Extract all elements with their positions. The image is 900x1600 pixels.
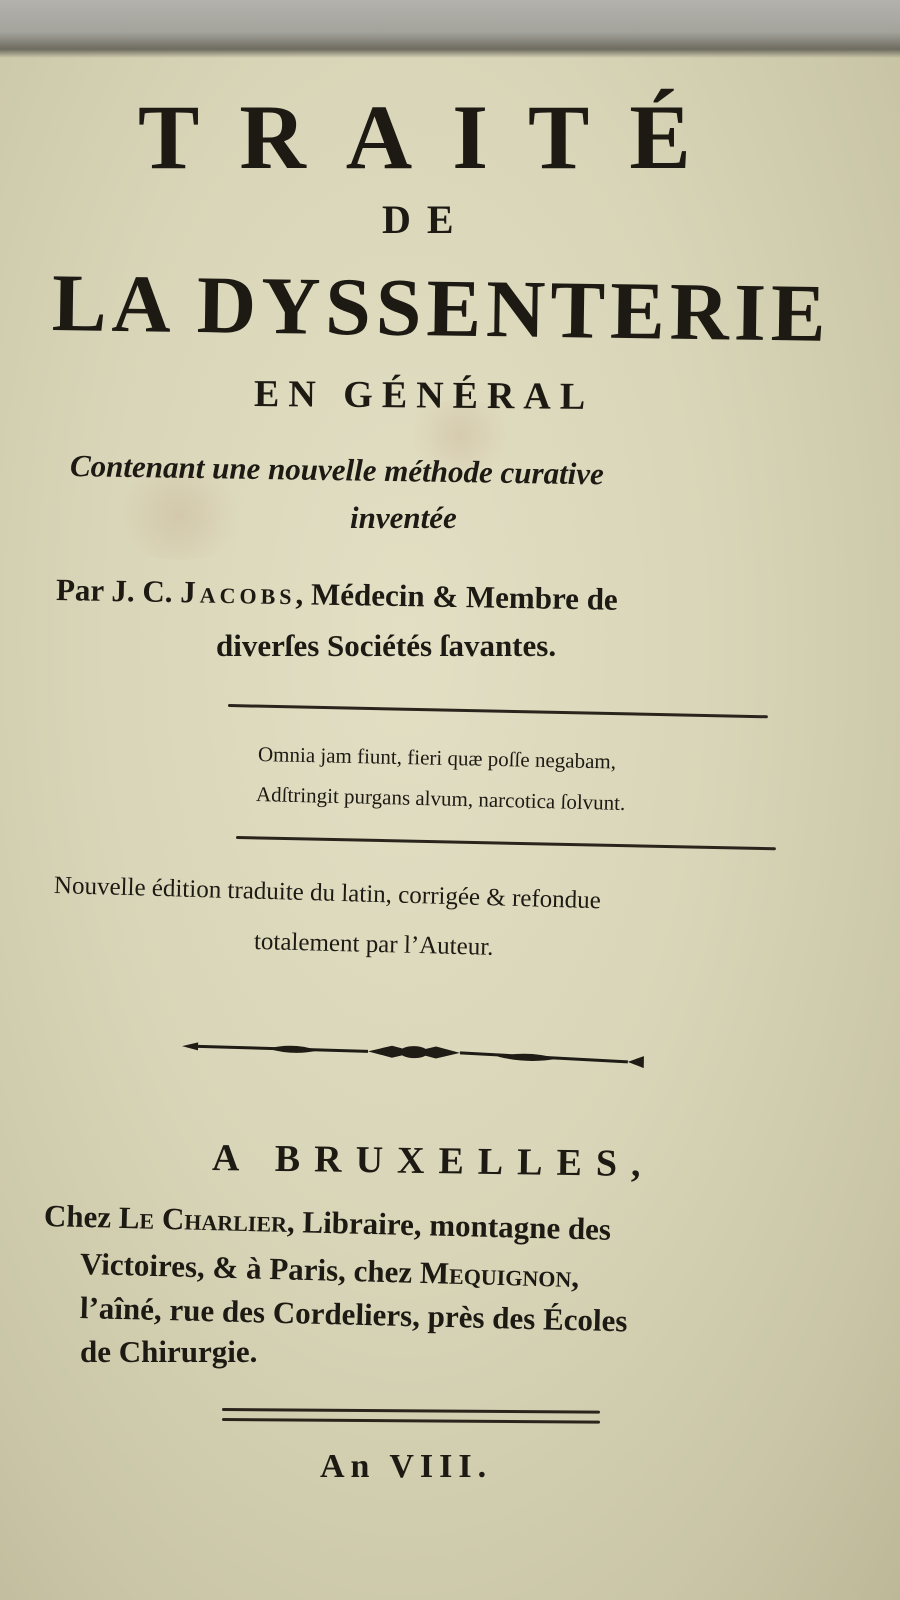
- imprint-city: A BRUXELLES,: [211, 1137, 655, 1186]
- title-traite: TRAITÉ: [138, 86, 731, 188]
- author-name: Jacobs: [179, 574, 296, 612]
- imprint-line-1-rest: , Libraire, montagne des: [286, 1203, 612, 1247]
- imprint-line-4: de Chirurgie.: [80, 1334, 258, 1369]
- imprint-date: An VIII.: [320, 1448, 493, 1485]
- double-rule-bottom: [222, 1418, 600, 1424]
- title-dyssenterie: LA DYSSENTERIE: [51, 257, 832, 359]
- subtitle-line-1: Contenant une nouvelle méthode curative: [69, 448, 605, 492]
- subtitle-line-2: inventée: [350, 500, 457, 535]
- title-en-general: EN GÉNÉRAL: [253, 373, 595, 418]
- imprint-line-2-start: Victoires, & à Paris, chez: [79, 1246, 413, 1290]
- imprint-line-1: [44, 1198, 612, 1248]
- double-rule-top: [222, 1408, 600, 1414]
- page-top-shadow: [0, 0, 900, 58]
- rule-bottom: [236, 836, 776, 850]
- imprint-line-2: [80, 1246, 580, 1295]
- imprint-line-2-end: ,: [570, 1258, 580, 1295]
- publisher-name-2: Mequignon: [419, 1254, 572, 1294]
- edition-line-2: totalement par l’Auteur.: [253, 928, 494, 961]
- title-de: DE: [382, 197, 470, 242]
- edition-line-1: Nouvelle édition traduite du latin, corrigée & refondue: [53, 872, 602, 915]
- rule-top: [228, 704, 768, 718]
- author-title: , Médecin & Membre de: [295, 576, 619, 617]
- author-line-2: diverſes Sociétés ſavantes.: [216, 628, 557, 663]
- imprint-line-3: l’aîné, rue des Cordeliers, près des Écoles: [79, 1290, 628, 1339]
- author-line-1: [56, 572, 618, 618]
- ornament-divider: [178, 1032, 649, 1074]
- epigraph-line-1: Omnia jam fiunt, fieri quæ poſſe negabam,: [257, 742, 617, 774]
- epigraph-line-2: Adſtringit purgans alvum, narcotica ſolvunt.: [255, 782, 626, 816]
- publisher-name-1: Le Charlier: [118, 1199, 288, 1239]
- imprint-chez: Chez: [43, 1198, 112, 1235]
- author-prefix: Par J. C.: [55, 572, 173, 610]
